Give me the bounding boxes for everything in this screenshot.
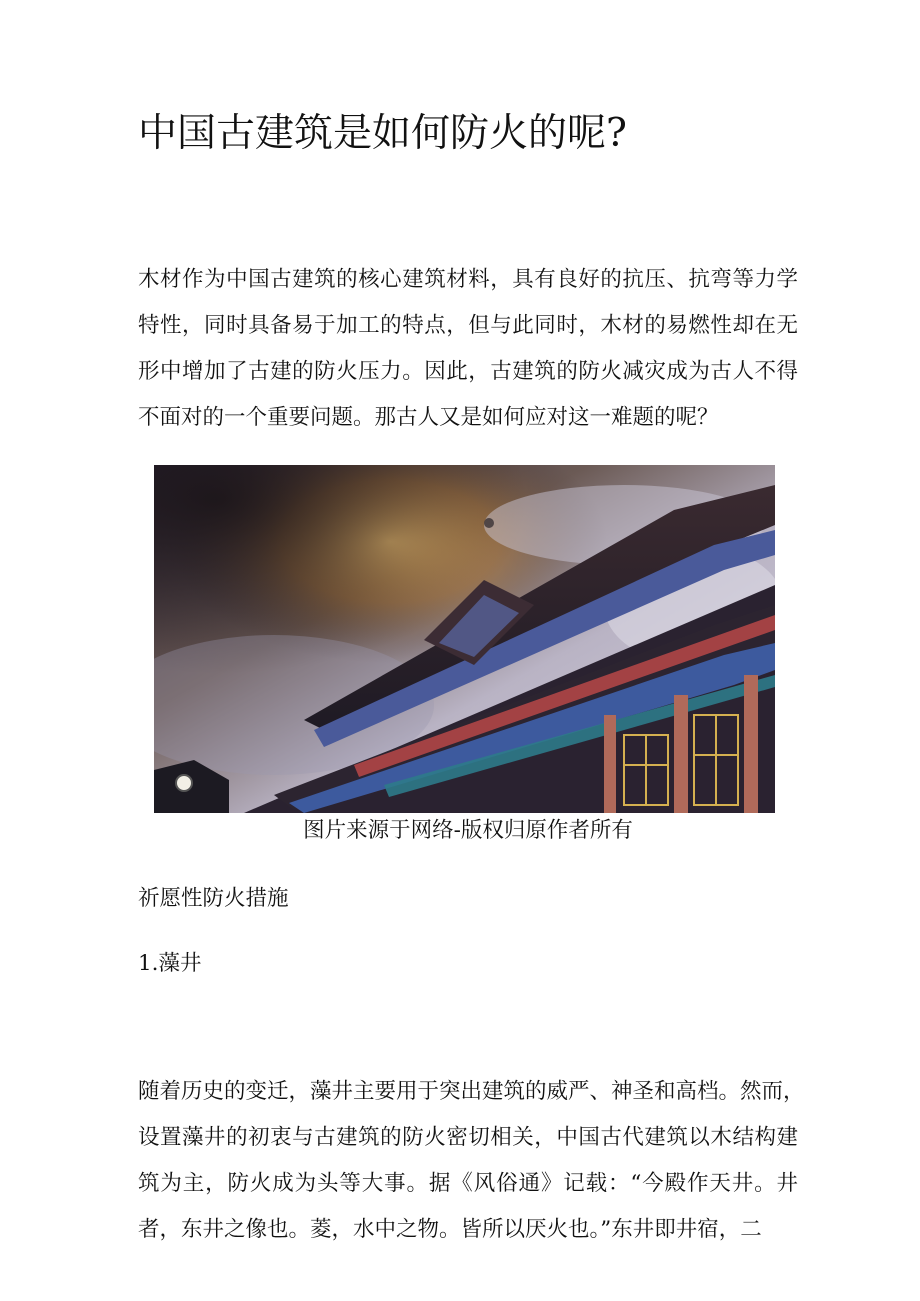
intro-line: 木材作为中国古建筑的核心建筑材料，具有良好的抗压、抗弯等力学 bbox=[138, 267, 798, 292]
body-paragraph bbox=[138, 1069, 805, 1253]
intro-line: 不面对的一个重要问题。那古人又是如何应对这一难题的呢？ bbox=[138, 405, 719, 430]
body-line: 设置藻井的初衷与古建筑的防火密切相关，中国古代建筑以木结构建 bbox=[138, 1125, 798, 1150]
intro-line: 特性，同时具备易于加工的特点，但与此同时，木材的易燃性却在无 bbox=[138, 313, 798, 338]
temple-photo bbox=[154, 465, 775, 813]
section-heading: 祈愿性防火措施 bbox=[138, 886, 289, 911]
page-title: 中国古建筑是如何防火的呢? bbox=[138, 111, 627, 156]
intro-paragraph bbox=[138, 257, 798, 441]
image-caption: 图片来源于网络-版权归原作者所有 bbox=[303, 818, 633, 843]
subsection-heading: 1.藻井 bbox=[138, 951, 202, 976]
body-line: 随着历史的变迁，藻井主要用于突出建筑的威严、神圣和高档。然而， bbox=[138, 1079, 805, 1104]
body-line: 者，东井之像也。菱，水中之物。皆所以厌火也。”东井即井宿，二 bbox=[138, 1217, 762, 1242]
body-line: 筑为主，防火成为头等大事。据《风俗通》记载：“今殿作天井。井 bbox=[138, 1171, 798, 1196]
temple-roof-illustration bbox=[154, 465, 775, 813]
intro-line: 形中增加了古建的防火压力。因此，古建筑的防火减灾成为古人不得 bbox=[138, 359, 798, 384]
